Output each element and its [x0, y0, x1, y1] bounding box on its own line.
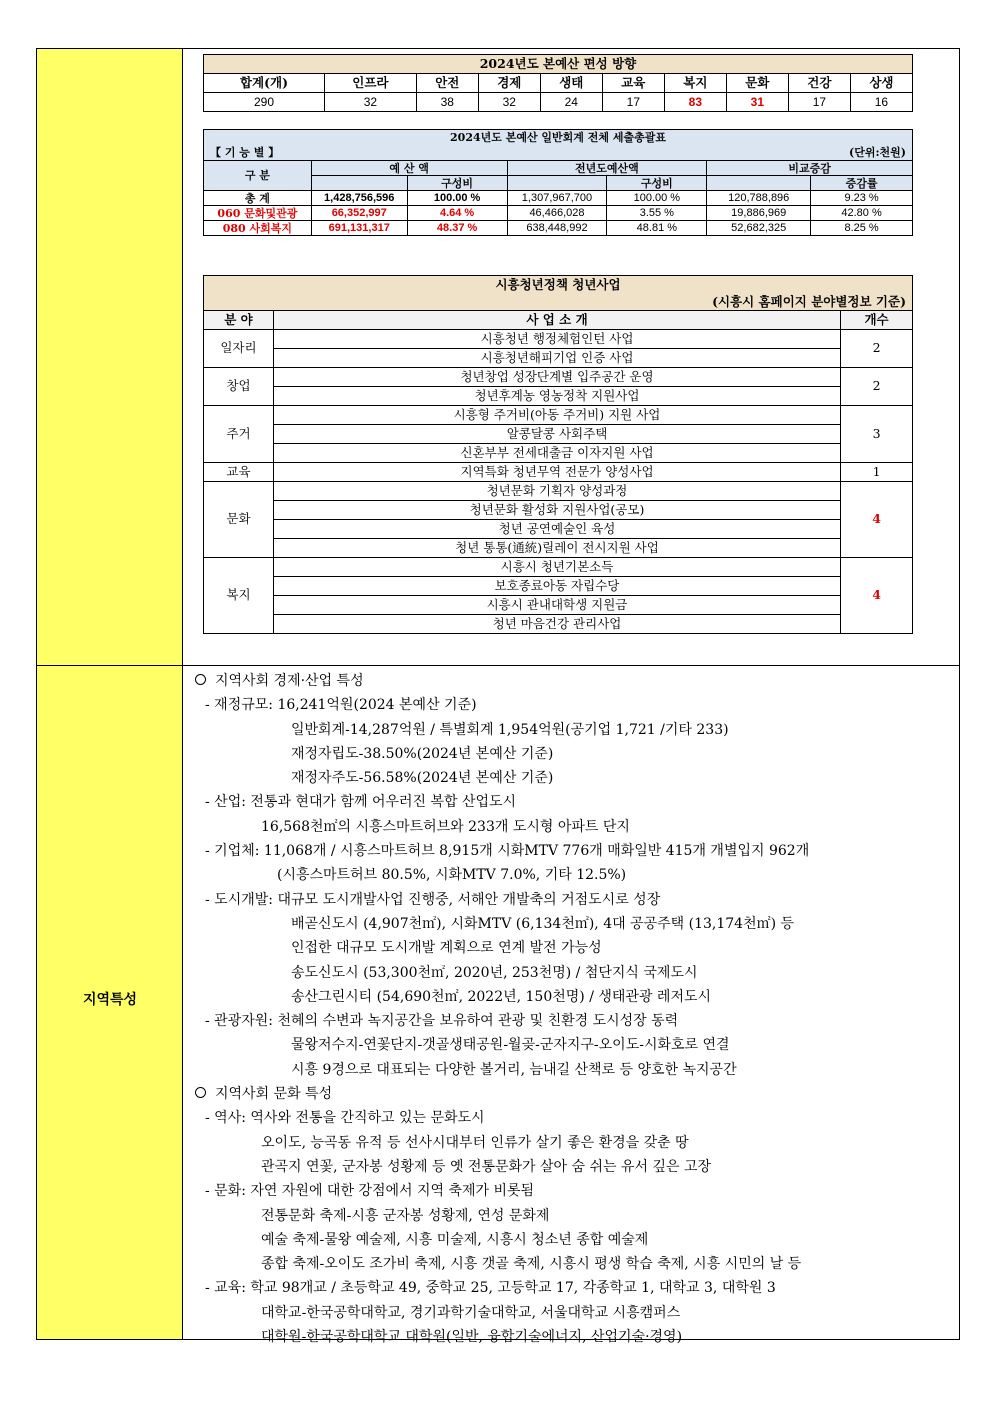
expenditure-cell-diff: 120,788,896 [707, 191, 811, 206]
budget-header-cell: 문화 [726, 74, 788, 93]
youth-program-row [204, 596, 913, 615]
expenditure-cell-name: 총 계 [204, 191, 312, 206]
youth-program-cell: 지역특화 청년무역 전문가 양성사업 [273, 463, 840, 482]
youth-count-cell: 3 [841, 406, 913, 463]
youth-program-cell: 청년 통통(通統)릴레이 전시지원 사업 [273, 539, 840, 558]
youth-field-cell: 주거 [204, 406, 274, 463]
region-text-line [187, 1252, 957, 1276]
region-text: 물왕저수지-연꽃단지-갯골생태공원-월곶-군자지구-오이도-시화호로 연결 [291, 1037, 730, 1054]
youth-count-cell: 4 [841, 558, 913, 634]
col-budget: 예 산 액 [311, 161, 507, 176]
expenditure-cell-prev: 1,307,967,700 [507, 191, 607, 206]
col-rate: 증감률 [811, 176, 913, 191]
region-text: 대학교-한국공학대학교, 경기과학기술대학교, 서울대학교 시흥캠퍼스 [261, 1304, 681, 1321]
youth-program-row [204, 558, 913, 577]
youth-program-cell: 청년후계농 영농정착 지원사업 [273, 387, 840, 406]
region-text-line [187, 1301, 957, 1325]
region-text-line [187, 815, 957, 839]
col-field: 분 야 [204, 311, 274, 330]
budget-header-cell: 생태 [540, 74, 602, 93]
expenditure-cell-rate: 9.23 % [811, 191, 913, 206]
region-text-line [187, 888, 957, 912]
region-text-line [187, 766, 957, 790]
region-characteristics [187, 669, 957, 1349]
budget-header-cell: 합계(개) [204, 74, 325, 93]
budget-header-cell: 경제 [478, 74, 540, 93]
circle-bullet-icon [195, 674, 206, 685]
expenditure-cell-budget: 66,352,997 [311, 206, 407, 221]
region-text: - 교육: 학교 98개교 / 초등학교 49, 중학교 25, 고등학교 17, 각종학교 1, 대학교 3, 대학원 3 [205, 1280, 776, 1297]
region-text-line [187, 1204, 957, 1228]
budget-header-cell: 인프라 [324, 74, 416, 93]
expenditure-cell-prev_ratio: 100.00 % [607, 191, 707, 206]
expenditure-cell-diff: 19,886,969 [707, 206, 811, 221]
region-text-line [187, 863, 957, 887]
youth-count-cell: 4 [841, 482, 913, 558]
youth-program-cell: 시흥청년 행정체험인턴 사업 [273, 330, 840, 349]
region-text: 배곧신도시 (4,907천㎡), 시화MTV (6,134천㎡), 4대 공공주택 (13,174천㎡) 등 [291, 915, 795, 932]
region-text: - 관광자원: 천혜의 수변과 녹지공간을 보유하여 관광 및 친환경 도시성장 동력 [205, 1013, 679, 1030]
budget-header-cell: 복지 [664, 74, 726, 93]
region-text-line [187, 839, 957, 863]
youth-program-cell: 신혼부부 전세대출금 이자지원 사업 [273, 444, 840, 463]
col-compare-blank [707, 176, 811, 191]
youth-program-cell: 시흥시 청년기본소득 [273, 558, 840, 577]
region-text: - 문화: 자연 자원에 대한 강점에서 지역 축제가 비롯됨 [205, 1183, 535, 1200]
region-text-line [187, 693, 957, 717]
region-text: 종합 축제-오이도 조가비 축제, 시흥 갯골 축제, 시흥시 평생 학습 축제, 시흥 시민의 날 등 [261, 1256, 802, 1273]
region-text-line [187, 790, 957, 814]
youth-program-cell: 청년창업 성장단계별 입주공간 운영 [273, 368, 840, 387]
budget-header-cell: 교육 [602, 74, 664, 93]
youth-count-cell: 1 [841, 463, 913, 482]
budget-value-cell: 38 [416, 93, 478, 112]
expenditure-table [203, 129, 913, 236]
row-divider [37, 665, 959, 666]
region-text-line [187, 1155, 957, 1179]
expenditure-row [204, 191, 913, 206]
left-label-column [37, 49, 183, 1339]
expenditure-row [204, 206, 913, 221]
region-text: - 기업체: 11,068개 / 시흥스마트허브 8,915개 시화MTV 776개 매화일반 415개 개별입지 962개 [205, 843, 810, 860]
youth-program-cell: 알콩달콩 사회주택 [273, 425, 840, 444]
budget-header-cell: 상생 [850, 74, 912, 93]
budget-value-cell: 290 [204, 93, 325, 112]
youth-field-cell: 문화 [204, 482, 274, 558]
youth-program-row [204, 330, 913, 349]
budget-value-cell: 32 [478, 93, 540, 112]
expenditure-cell-name: 080 사회복지 [204, 221, 312, 236]
region-text-line [187, 742, 957, 766]
expenditure-cell-ratio: 48.37 % [407, 221, 507, 236]
youth-program-row [204, 463, 913, 482]
region-text-line [187, 912, 957, 936]
region-text: 16,568천㎡의 시흥스마트허브와 233개 도시형 아파트 단지 [261, 818, 630, 835]
region-text-line [187, 669, 957, 693]
region-text-line [187, 1106, 957, 1130]
youth-program-row [204, 539, 913, 558]
expenditure-cell-prev_ratio: 48.81 % [607, 221, 707, 236]
budget-direction-title: 2024년도 본예산 편성 방향 [204, 55, 913, 74]
youth-field-cell: 일자리 [204, 330, 274, 368]
youth-program-cell: 청년문화 기획자 양성과정 [273, 482, 840, 501]
region-text: 관곡지 연꽃, 군자봉 성황제 등 옛 전통문화가 살아 숨 쉬는 유서 깊은 고장 [261, 1158, 712, 1175]
region-text-line [187, 1082, 957, 1106]
expenditure-cell-rate: 42.80 % [811, 206, 913, 221]
budget-value-cell: 24 [540, 93, 602, 112]
youth-program-row [204, 425, 913, 444]
region-text: - 역사: 역사와 전통을 간직하고 있는 문화도시 [205, 1110, 485, 1127]
youth-field-cell: 교육 [204, 463, 274, 482]
youth-count-cell: 2 [841, 368, 913, 406]
region-text: - 재정규모: 16,241억원(2024 본예산 기준) [205, 697, 477, 714]
region-label: 지역특성 [82, 992, 138, 1008]
expenditure-cell-prev: 46,466,028 [507, 206, 607, 221]
region-text: 재정자주도-56.58%(2024년 본예산 기준) [291, 770, 554, 787]
budget-value-cell: 83 [664, 93, 726, 112]
expenditure-row [204, 221, 913, 236]
region-text-line [187, 1179, 957, 1203]
region-text: 송산그린시티 (54,690천㎡, 2022년, 150천명) / 생태관광 레저도시 [291, 988, 712, 1005]
document-frame [36, 48, 960, 1346]
region-text: 전통문화 축제-시흥 군자봉 성황제, 연성 문화제 [261, 1207, 550, 1224]
col-program: 사 업 소 개 [273, 311, 840, 330]
expenditure-cell-prev: 638,448,992 [507, 221, 607, 236]
youth-program-row [204, 406, 913, 425]
region-text: 송도신도시 (53,300천㎡, 2020년, 253천명) / 첨단지식 국제도시 [291, 964, 698, 981]
region-text-line [187, 1058, 957, 1082]
youth-program-row [204, 501, 913, 520]
col-ratio: 구성비 [407, 176, 507, 191]
region-text: 재정자립도-38.50%(2024년 본예산 기준) [291, 745, 554, 762]
region-text: 일반회계-14,287억원 / 특별회계 1,954억원(공기업 1,721 /기타 233) [291, 721, 729, 738]
youth-program-row [204, 577, 913, 596]
col-category: 구 분 [204, 161, 312, 191]
youth-program-cell: 시흥시 관내대학생 지원금 [273, 596, 840, 615]
youth-program-cell: 청년 공연예술인 육성 [273, 520, 840, 539]
budget-value-cell: 31 [726, 93, 788, 112]
col-prev-ratio: 구성비 [607, 176, 707, 191]
expenditure-cell-ratio: 100.00 % [407, 191, 507, 206]
region-text-line [187, 1009, 957, 1033]
youth-count-cell: 2 [841, 330, 913, 368]
region-text-line [187, 961, 957, 985]
region-text-line [187, 1276, 957, 1300]
budget-value-cell: 32 [324, 93, 416, 112]
region-text-line [187, 1325, 957, 1349]
youth-policy-title: 시흥청년정책 청년사업 [204, 276, 913, 295]
budget-direction-table [203, 54, 913, 112]
youth-program-row [204, 368, 913, 387]
budget-header-cell: 안전 [416, 74, 478, 93]
budget-value-cell: 17 [602, 93, 664, 112]
youth-program-cell: 청년 마음건강 관리사업 [273, 615, 840, 634]
circle-bullet-icon [195, 1087, 206, 1098]
region-text-line [187, 1131, 957, 1155]
expenditure-title: 2024년도 본예산 일반회계 전체 세출총괄표 [204, 130, 913, 145]
region-text-line [187, 936, 957, 960]
youth-program-row [204, 615, 913, 634]
budget-value-cell: 17 [788, 93, 850, 112]
expenditure-cell-diff: 52,682,325 [707, 221, 811, 236]
youth-program-row [204, 482, 913, 501]
region-text: 인접한 대규모 도시개발 계획으로 연계 발전 가능성 [291, 940, 602, 957]
youth-field-cell: 복지 [204, 558, 274, 634]
expenditure-unit: (단위:천원) [849, 145, 906, 159]
budget-header-cell: 건강 [788, 74, 850, 93]
expenditure-function-label: 【 기 능 별 】 [210, 145, 280, 159]
col-comparison: 비교증감 [707, 161, 913, 176]
youth-program-cell: 시흥형 주거비(아동 주거비) 지원 사업 [273, 406, 840, 425]
expenditure-subheader [204, 144, 913, 161]
region-text: 오이도, 능곡동 유적 등 선사시대부터 인류가 살기 좋은 환경을 갖춘 땅 [261, 1134, 689, 1151]
youth-policy-source: (시흥시 홈페이지 분야별정보 기준) [204, 294, 913, 311]
expenditure-cell-ratio: 4.64 % [407, 206, 507, 221]
youth-program-row [204, 387, 913, 406]
youth-program-cell: 보호종료아동 자립수당 [273, 577, 840, 596]
region-text-line [187, 985, 957, 1009]
region-text: - 산업: 전통과 현대가 함께 어우러진 복합 산업도시 [205, 794, 517, 811]
region-text-line [187, 718, 957, 742]
region-text: - 도시개발: 대규모 도시개발사업 진행중, 서해안 개발축의 거점도시로 성장 [205, 891, 661, 908]
budget-value-cell: 16 [850, 93, 912, 112]
expenditure-cell-rate: 8.25 % [811, 221, 913, 236]
col-count: 개수 [841, 311, 913, 330]
youth-program-row [204, 444, 913, 463]
region-text: 시흥 9경으로 대표되는 다양한 볼거리, 늠내길 산책로 등 양호한 녹지공간 [291, 1061, 737, 1078]
region-text-line [187, 1228, 957, 1252]
region-text: 지역사회 경제·산업 특성 [215, 673, 364, 689]
col-prev-blank [507, 176, 607, 191]
region-text: 예술 축제-물왕 예술제, 시흥 미술제, 시흥시 청소년 종합 예술제 [261, 1231, 649, 1248]
youth-field-cell: 창업 [204, 368, 274, 406]
col-prev-budget: 전년도예산액 [507, 161, 707, 176]
region-text: (시흥스마트허브 80.5%, 시화MTV 7.0%, 기타 12.5%) [277, 867, 627, 884]
expenditure-cell-name: 060 문화및관광 [204, 206, 312, 221]
youth-policy-table [203, 275, 913, 634]
region-text-line [187, 1033, 957, 1057]
youth-program-row [204, 349, 913, 368]
expenditure-cell-budget: 1,428,756,596 [311, 191, 407, 206]
region-text: 대학원-한국공학대학교 대학원(일반, 융합기술에너지, 산업기술·경영) [261, 1329, 683, 1346]
youth-program-cell: 청년문화 활성화 지원사업(공모) [273, 501, 840, 520]
youth-program-row [204, 520, 913, 539]
expenditure-cell-prev_ratio: 3.55 % [607, 206, 707, 221]
col-budget-blank [311, 176, 407, 191]
expenditure-cell-budget: 691,131,317 [311, 221, 407, 236]
youth-program-cell: 시흥청년해피기업 인증 사업 [273, 349, 840, 368]
region-text: 지역사회 문화 특성 [215, 1086, 333, 1103]
